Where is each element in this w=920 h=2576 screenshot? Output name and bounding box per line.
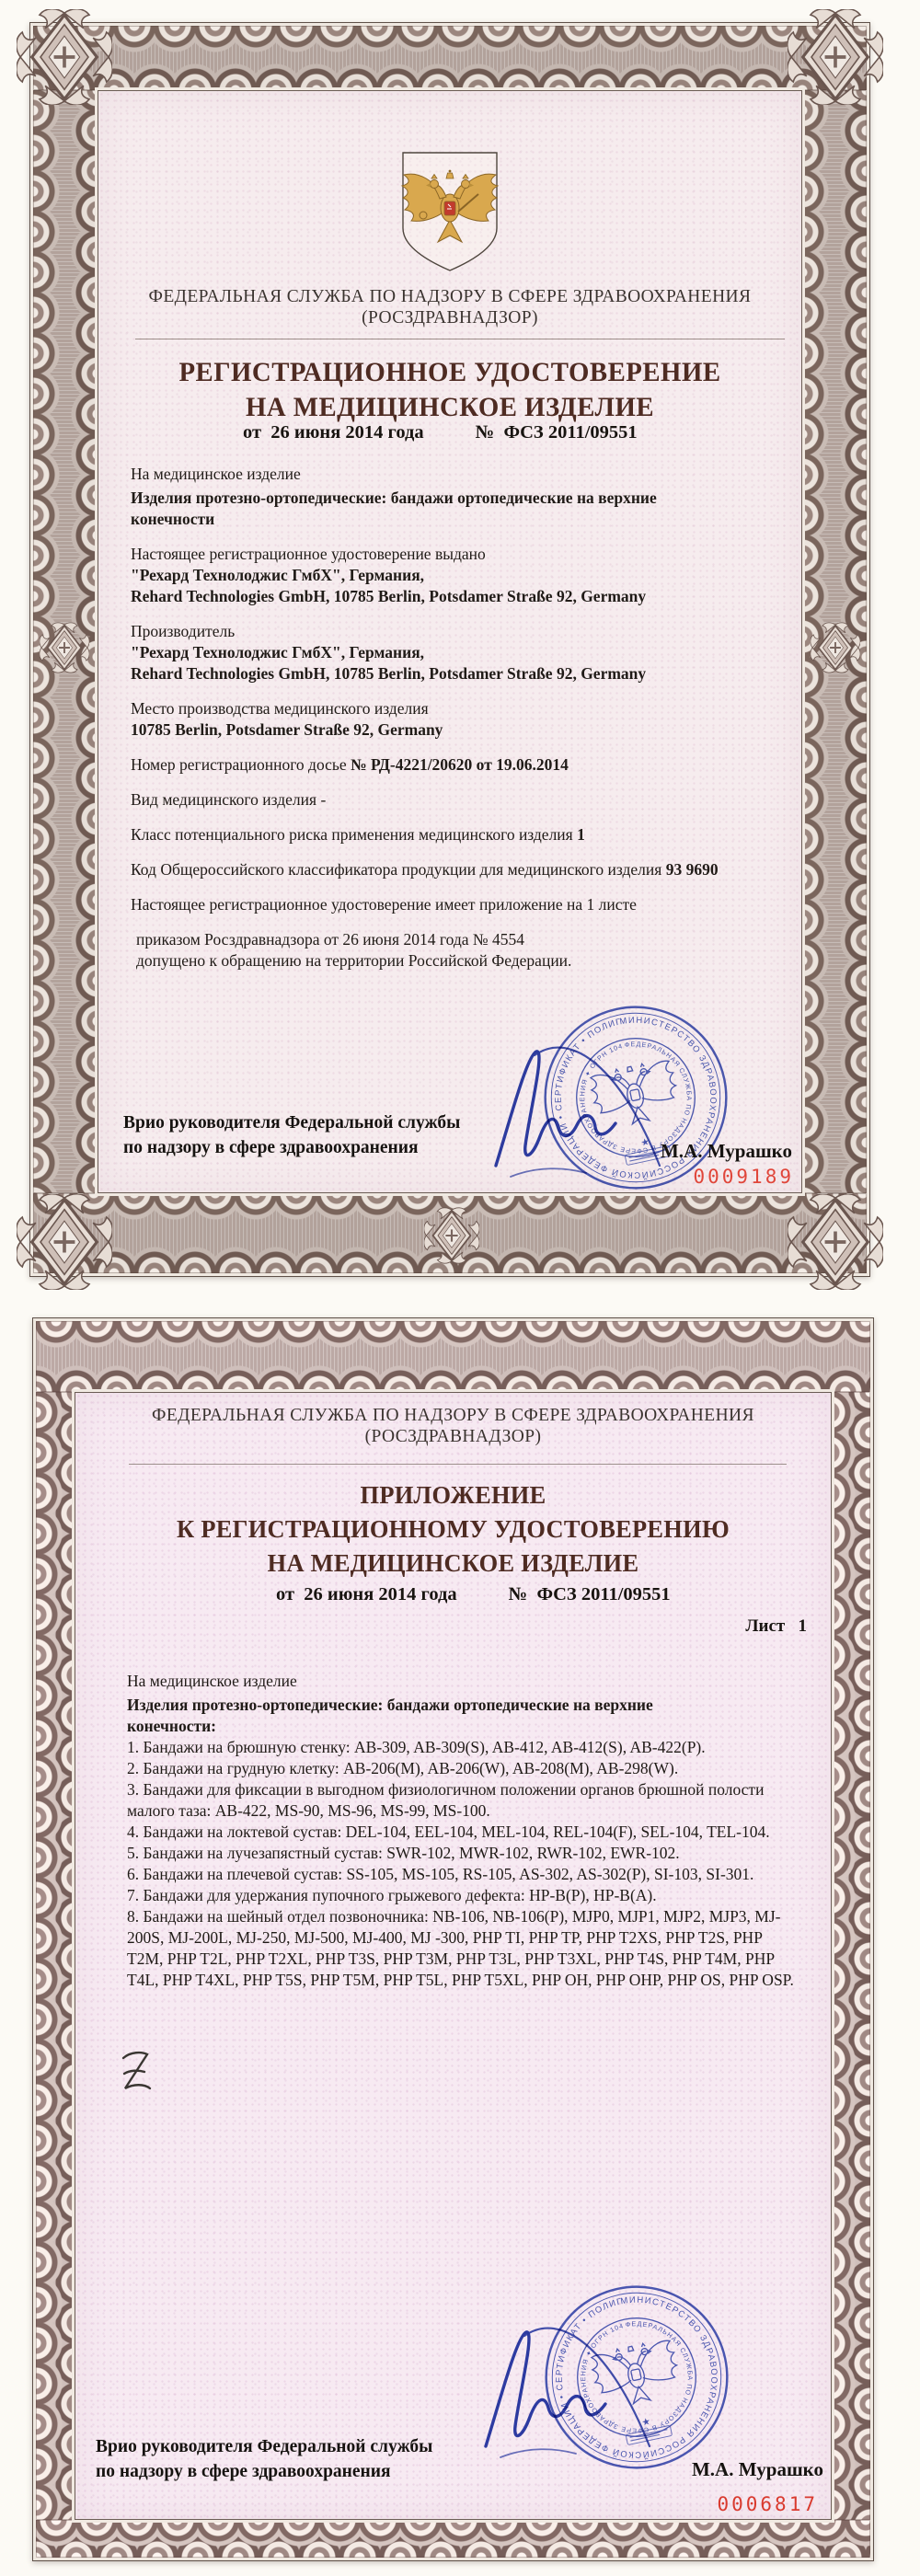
- signature-ink: [483, 1028, 676, 1193]
- signer-title: Врио руководителя Федеральной службы по надзору в сфере здравоохранения: [123, 1113, 461, 1157]
- edge-ornament-icon: [424, 1193, 479, 1278]
- list-item: 6. Бандажи на плечевой сустав: SS-105, MS-105, RS-105, AS-302, AS-302(P), SI-103, SI-301.: [127, 1865, 754, 1883]
- agency-name: ФЕДЕРАЛЬНАЯ СЛУЖБА ПО НАДЗОРУ В СФЕРЕ ЗДРАВООХРАНЕНИЯ: [148, 287, 752, 306]
- text-line: Настоящее регистрационное удостоверение выдано: [131, 545, 486, 563]
- signer-name: М.А. Мурашко: [691, 2458, 823, 2480]
- agency-short-name: (РОСЗДРАВНАДЗОР): [362, 308, 538, 328]
- text-line: На медицинское изделие: [127, 1672, 297, 1690]
- text-line: Изделия протезно-ортопедические: бандажи ортопедические на верхние конечности:: [127, 1696, 653, 1735]
- agency-name: ФЕДЕРАЛЬНАЯ СЛУЖБА ПО НАДЗОРУ В СФЕРЕ ЗДРАВООХРАНЕНИЯ: [152, 1406, 754, 1425]
- text-line: Изделия протезно-ортопедические: бандажи ортопедические на верхние конечности: [131, 489, 657, 528]
- certificate-appendix-page: [32, 1317, 874, 2561]
- registration-certificate-page: [29, 22, 870, 1277]
- signer-title: Врио руководителя Федеральной службы по надзору в сфере здравоохранения: [96, 2437, 433, 2481]
- issue-date: от 26 июня 2014 года: [243, 422, 424, 443]
- list-item: 2. Бандажи на грудную клетку: AB-206(M), AB-206(W), AB-208(M), AB-298(W).: [127, 1759, 679, 1777]
- list-item: 3. Бандажи для фиксации в выгодном физиологичном положении органов брюшной полости малого таза: AB-422, MS-90, MS-96, MS-99, MS-100.: [127, 1780, 765, 1820]
- certificate-body: [98, 90, 802, 1193]
- list-item: 7. Бандажи для удержания пупочного грыжевого дефекта: HP-B(P), HP-B(A).: [127, 1886, 657, 1904]
- document-title: РЕГИСТРАЦИОННОЕ УДОСТОВЕРЕНИЕ НА МЕДИЦИНСКОЕ ИЗДЕЛИЕ: [178, 357, 721, 422]
- border-ornament-left: [36, 1392, 77, 2520]
- certificate-body: [75, 1392, 832, 2520]
- edge-ornament-icon: [811, 612, 860, 684]
- text-line: Настоящее регистрационное удостоверение имеет приложение на 1 листе: [131, 895, 637, 914]
- date-and-number-line: [276, 1584, 671, 1605]
- list-item: 8. Бандажи на шейный отдел позвоночника: NB-106, NB-106(P), MJP0, MJP1, MJP2, MJP3, MJ-200S, MJ-200L, MJ-250, MJ-500, MJ-400, MJ -300, PHP TI, PHP TP, PHP T2XS, PHP T2S, PHP T2M, PHP T2L, PHP T2XL, PHP T3S, PHP T3M, PHP T3L, PHP T3XL, PHP T4S, PHP T4M, PHP T4L, PHP T4XL, PHP T5S, PHP T5M, PHP T5L, PHP T5XL, PHP OH, PHP OHP, PHP OS, PHP OSP.: [127, 1907, 794, 1989]
- text-line: Место производства медицинского изделия: [131, 699, 429, 718]
- certificate-number: № ФСЗ 2011/09551: [508, 1584, 671, 1604]
- border-ornament-top: [33, 26, 867, 91]
- list-item: 4. Бандажи на локтевой сустав: DEL-104, EEL-104, MEL-104, REL-104(F), SEL-104, TEL-104.: [127, 1823, 770, 1841]
- corner-ornament-icon: [17, 1194, 112, 1290]
- certificate-text: [131, 464, 777, 972]
- agency-header: [75, 1405, 831, 1447]
- text-line: Вид медицинского изделия -: [131, 790, 327, 809]
- date-and-number-line: [243, 422, 638, 443]
- text-line: 10785 Berlin, Potsdamer Straße 92, Germany: [131, 720, 443, 739]
- text-line: допущено к обращению на территории Российской Федерации.: [136, 951, 572, 970]
- list-item: 5. Бандажи на лучезапястный сустав: SWR-102, MWR-102, RWR-102, EWR-102.: [127, 1844, 680, 1862]
- edge-ornament-icon: [40, 612, 89, 684]
- text-line: Производитель: [131, 622, 236, 640]
- serial-number: 0006817: [717, 2493, 818, 2515]
- border-ornament-top: [36, 1321, 870, 1392]
- text-line: Rehard Technologies GmbH, 10785 Berlin, Potsdamer Straße 92, Germany: [131, 587, 647, 605]
- text-line: Rehard Technologies GmbH, 10785 Berlin, Potsdamer Straße 92, Germany: [131, 664, 647, 683]
- text-line: На медицинское изделие: [131, 465, 301, 483]
- text-line: "Рехард Технолоджис ГмбХ", Германия,: [131, 566, 425, 584]
- sheet-number: Лист 1: [745, 1616, 807, 1636]
- certificate-number: № ФСЗ 2011/09551: [475, 422, 638, 443]
- text-line: приказом Росздравнадзора от 26 июня 2014 года № 4554: [136, 930, 524, 949]
- serial-number: 0009189: [693, 1166, 794, 1188]
- coat-of-arms-icon: [394, 149, 506, 276]
- agency-header: [98, 286, 801, 328]
- text-line: Номер регистрационного досье № РД-4221/20620 от 19.06.2014: [131, 755, 569, 774]
- document-title: ПРИЛОЖЕНИЕ К РЕГИСТРАЦИОННОМУ УДОСТОВЕРЕНИЮ НА МЕДИЦИНСКОЕ ИЗДЕЛИЕ: [177, 1480, 730, 1577]
- text-line: "Рехард Технолоджис ГмбХ", Германия,: [131, 643, 425, 661]
- divider-line: [129, 1464, 787, 1465]
- signature-ink: [473, 2308, 666, 2474]
- agency-short-name: (РОСЗДРАВНАДЗОР): [364, 1427, 542, 1446]
- border-ornament-bottom: [36, 2520, 870, 2558]
- appendix-text: [127, 1671, 799, 1991]
- text-line: Класс потенциального риска применения медицинского изделия 1: [131, 825, 585, 844]
- corner-ornament-icon: [788, 1194, 883, 1290]
- signer-name: М.А. Мурашко: [660, 1140, 792, 1162]
- text-line: Код Общероссийского классификатора продукции для медицинского изделия 93 9690: [131, 860, 719, 879]
- issue-date: от 26 июня 2014 года: [276, 1584, 457, 1604]
- handwritten-mark: [116, 2048, 156, 2099]
- border-ornament-right: [829, 1392, 870, 2520]
- list-item: 1. Бандажи на брюшную стенку: AB-309, AB-309(S), AB-412, AB-412(S), AB-422(P).: [127, 1738, 706, 1756]
